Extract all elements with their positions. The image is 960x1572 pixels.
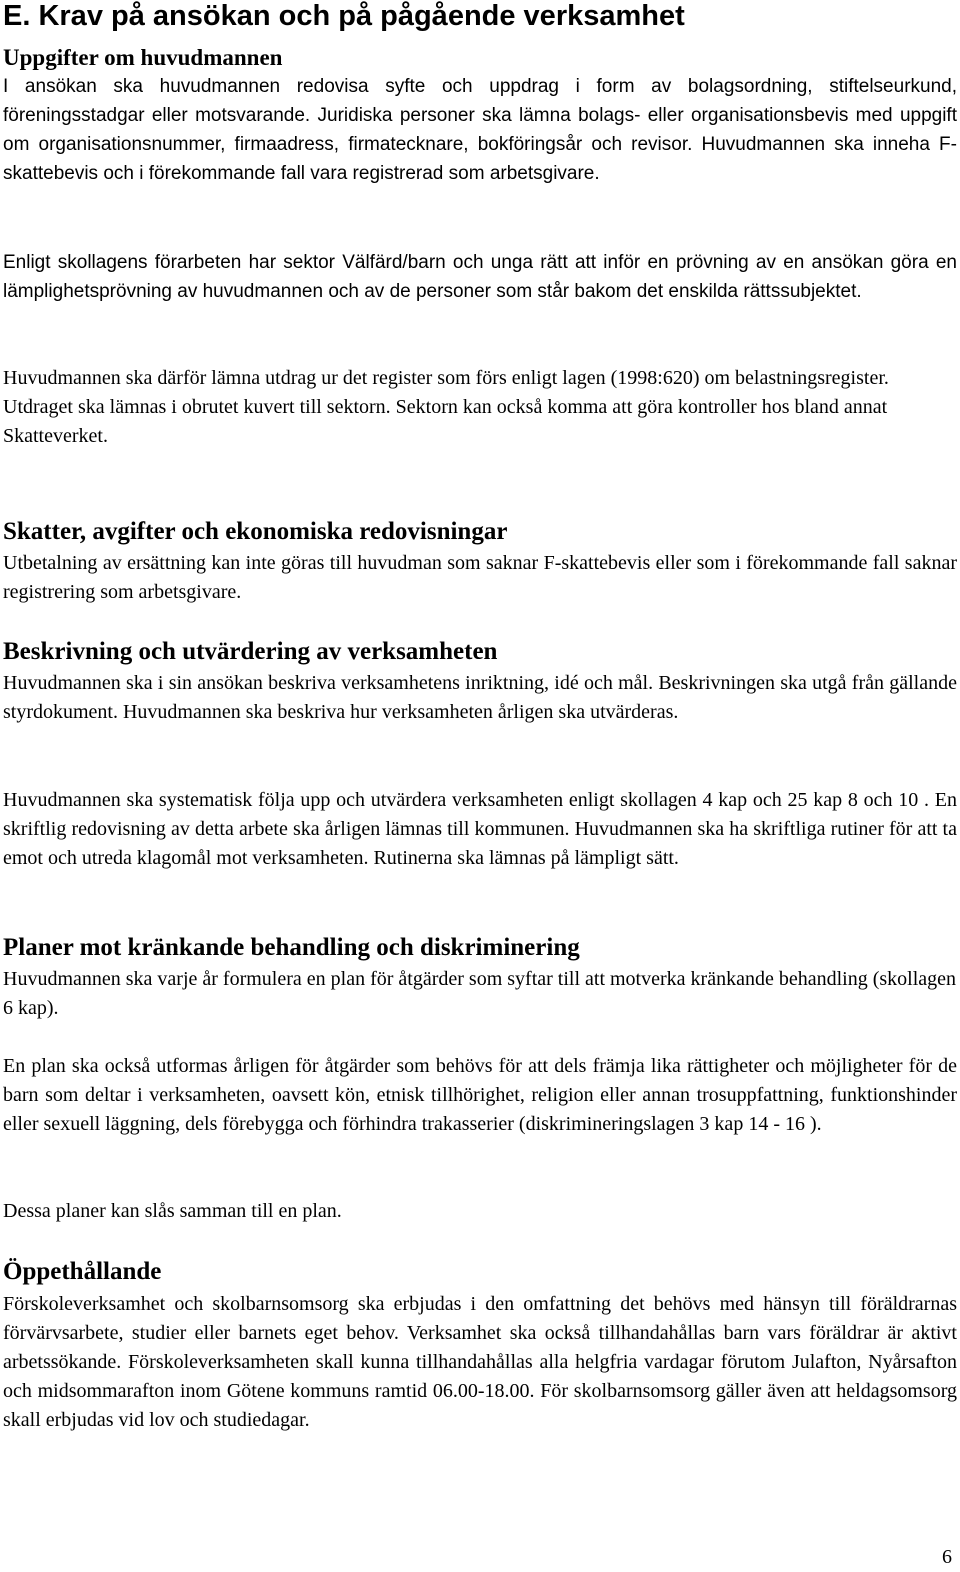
section-heading-huvudmannen: Uppgifter om huvudmannen: [3, 45, 283, 70]
paragraph-beskrivning: Huvudmannen ska i sin ansökan beskriva verksamhetens inriktning, idé och mål. Beskrivningen ska utgå från gällande styrdokument. Huvudmannen ska beskriva hur verksamheten årligen ska utvärderas.: [3, 672, 957, 723]
document-title: E. Krav på ansökan och på pågående verksamhet: [3, 0, 685, 32]
section-heading-skatter: Skatter, avgifter och ekonomiska redovisningar: [3, 518, 508, 545]
section-heading-oppethallande: Öppethållande: [3, 1258, 162, 1285]
paragraph-uppfoljning: Huvudmannen ska systematisk följa upp och utvärdera verksamheten enligt skollagen 4 kap och 25 kap 8 och 10 . En skriftlig redovisning av detta arbete ska årligen lämnas till kommunen. Huvudmannen ska ha skriftliga rutiner för att ta emot och utreda klagomål mot verksamheten. Rutinerna ska lämnas på lämpligt sätt.: [3, 789, 957, 869]
paragraph-huvudmannen-uppgifter: I ansökan ska huvudmannen redovisa syfte och uppdrag i form av bolagsordning, stiftelseurkund, föreningsstadgar eller motsvarande. Juridiska personer ska lämna bolags- eller organisationsbevis med uppgift om organisationsnummer, firmaadress, firmatecknare, bokföringsår och revisor. Huvudmannen ska inneha F-skattebevis och i förekommande fall vara registrerad som arbetsgivare.: [3, 76, 957, 184]
paragraph-belastningsregister: Huvudmannen ska därför lämna utdrag ur det register som förs enligt lagen (1998:620) om belastningsregister. Utdraget ska lämnas i obrutet kuvert till sektorn. Sektorn kan också komma att göra kontroller hos bland annat Skatteverket.: [3, 367, 889, 447]
paragraph-planer-diskriminering: En plan ska också utformas årligen för åtgärder som behövs för att dels främja lika rättigheter och möjligheter för de barn som deltar i verksamheten, oavsett kön, etnisk tillhörighet, religion eller annan trosuppfattning, funktionshinder eller sexuell läggning, dels förebygga och förhindra trakasserier (diskrimineringslagen 3 kap 14 - 16 ).: [3, 1055, 957, 1135]
paragraph-oppethallande: Förskoleverksamhet och skolbarnsomsorg ska erbjudas i den omfattning det behövs med hänsyn till föräldrarnas förvärvsarbete, studier eller barnets eget behov. Verksamhet ska också tillhandahållas barn vars föräldrar är aktivt arbetssökande. Förskoleverksamheten skall kunna tillhandahållas alla helgfria vardagar förutom Julafton, Nyårsafton och midsommarafton inom Götene kommuns ramtid 06.00-18.00. För skolbarnsomsorg gäller även att heldagsomsorg skall erbjudas vid lov och studiedagar.: [3, 1293, 957, 1431]
page-number: 6: [942, 1546, 952, 1568]
section-heading-beskrivning: Beskrivning och utvärdering av verksamheten: [3, 638, 498, 665]
paragraph-planer-krankande: Huvudmannen ska varje år formulera en plan för åtgärder som syftar till att motverka kränkande behandling (skollagen 6 kap).: [3, 968, 956, 1019]
paragraph-skatter: Utbetalning av ersättning kan inte göras till huvudman som saknar F-skattebevis eller som i förekommande fall saknar registrering som arbetsgivare.: [3, 552, 957, 603]
section-heading-planer: Planer mot kränkande behandling och diskriminering: [3, 934, 580, 961]
paragraph-planer-sammanslagning: Dessa planer kan slås samman till en plan.: [3, 1200, 342, 1222]
paragraph-lamplighetsprovning: Enligt skollagens förarbeten har sektor Välfärd/barn och unga rätt att inför en prövning av en ansökan göra en lämplighetsprövning av huvudmannen och av de personer som står bakom det enskilda rättssubjektet.: [3, 252, 957, 302]
